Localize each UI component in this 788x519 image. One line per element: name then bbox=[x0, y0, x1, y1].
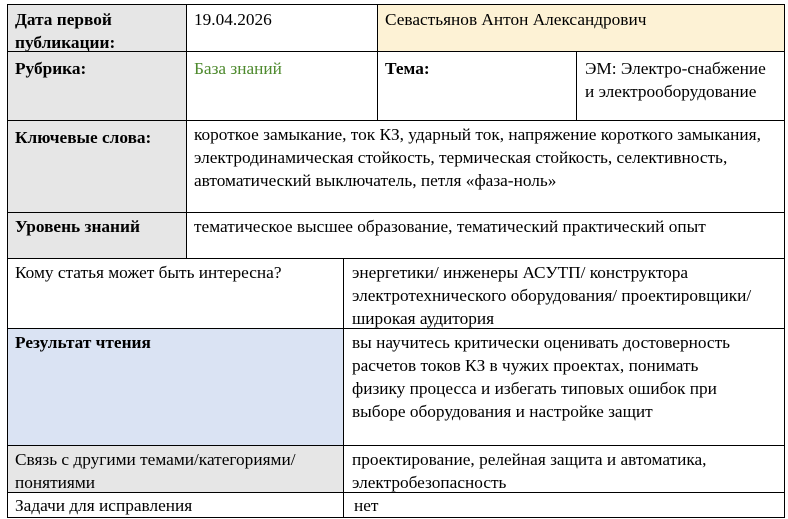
grid-line bbox=[7, 492, 785, 493]
rubric-value-text: База знаний bbox=[194, 59, 282, 78]
knowledge-level-value bbox=[187, 213, 784, 258]
fix-tasks-value bbox=[344, 493, 784, 517]
first-publication-label-text: Дата первой публикации: bbox=[15, 10, 116, 51]
knowledge-level-label-text: Уровень знаний bbox=[15, 217, 140, 236]
grid-line bbox=[784, 4, 785, 518]
reading-result-value-text: вы научитесь критически оценивать достоверность расчетов токов КЗ в чужих проектах, понимать физику процесса и избегать типовых ошибок при выборе оборудования и настройке защит bbox=[352, 333, 731, 421]
related-topics-value-text: проектирование, релейная защита и автоматика, электробезопасность bbox=[352, 450, 707, 492]
related-topics-label-text: Связь с другими темами/категориями/понятиями bbox=[15, 450, 296, 492]
audience-value-text: энергетики/ инженеры АСУТП/ конструктора электротехнического оборудования/ проектировщики/ широкая аудитория bbox=[352, 263, 752, 328]
reading-result-label-text: Результат чтения bbox=[15, 333, 151, 352]
topic-label bbox=[378, 52, 576, 120]
grid-line bbox=[377, 4, 378, 121]
reading-result-value bbox=[344, 329, 784, 445]
related-topics-value bbox=[344, 446, 784, 492]
audience-value bbox=[344, 259, 784, 328]
grid-line bbox=[7, 4, 8, 518]
audience-label bbox=[8, 259, 343, 328]
grid-line bbox=[7, 328, 785, 329]
fix-tasks-label bbox=[8, 493, 343, 517]
keywords-value bbox=[187, 121, 784, 212]
fix-tasks-label-text: Задачи для исправления bbox=[15, 496, 193, 515]
grid-line bbox=[186, 4, 187, 259]
keywords-label-text: Ключевые слова: bbox=[15, 128, 152, 147]
grid-line bbox=[7, 517, 785, 518]
knowledge-level-label bbox=[8, 213, 186, 258]
grid-line bbox=[7, 51, 785, 52]
grid-line bbox=[7, 4, 785, 5]
grid-line bbox=[7, 445, 785, 446]
related-topics-label bbox=[8, 446, 343, 492]
grid-line bbox=[7, 258, 785, 259]
knowledge-level-value-text: тематическое высшее образование, тематический практический опыт bbox=[194, 217, 706, 236]
publication-date-text: 19.04.2026 bbox=[194, 10, 272, 29]
first-publication-label bbox=[8, 5, 186, 51]
grid-line bbox=[7, 120, 785, 121]
rubric-value bbox=[187, 52, 377, 120]
fix-tasks-value-text: нет bbox=[354, 496, 379, 515]
topic-label-text: Тема: bbox=[385, 59, 430, 78]
author-name bbox=[378, 5, 784, 51]
reading-result-label bbox=[8, 329, 343, 445]
keywords-value-text: короткое замыкание, ток КЗ, ударный ток, напряжение короткого замыкания, электродинамическая стойкость, термическая стойкость, селективность, автоматический выключатель, петля «фаза-ноль» bbox=[194, 125, 761, 190]
topic-value bbox=[577, 52, 784, 120]
grid-line bbox=[343, 258, 344, 518]
topic-value-text: ЭМ: Электро-снабжение и электрооборудование bbox=[585, 59, 766, 101]
audience-label-text: Кому статья может быть интересна? bbox=[15, 263, 282, 282]
keywords-label bbox=[8, 121, 186, 212]
rubric-label-text: Рубрика: bbox=[15, 59, 87, 78]
grid-line bbox=[576, 51, 577, 121]
rubric-label bbox=[8, 52, 186, 120]
publication-date bbox=[187, 5, 377, 51]
author-name-text: Севастьянов Антон Александрович bbox=[385, 10, 647, 29]
grid-line bbox=[7, 212, 785, 213]
